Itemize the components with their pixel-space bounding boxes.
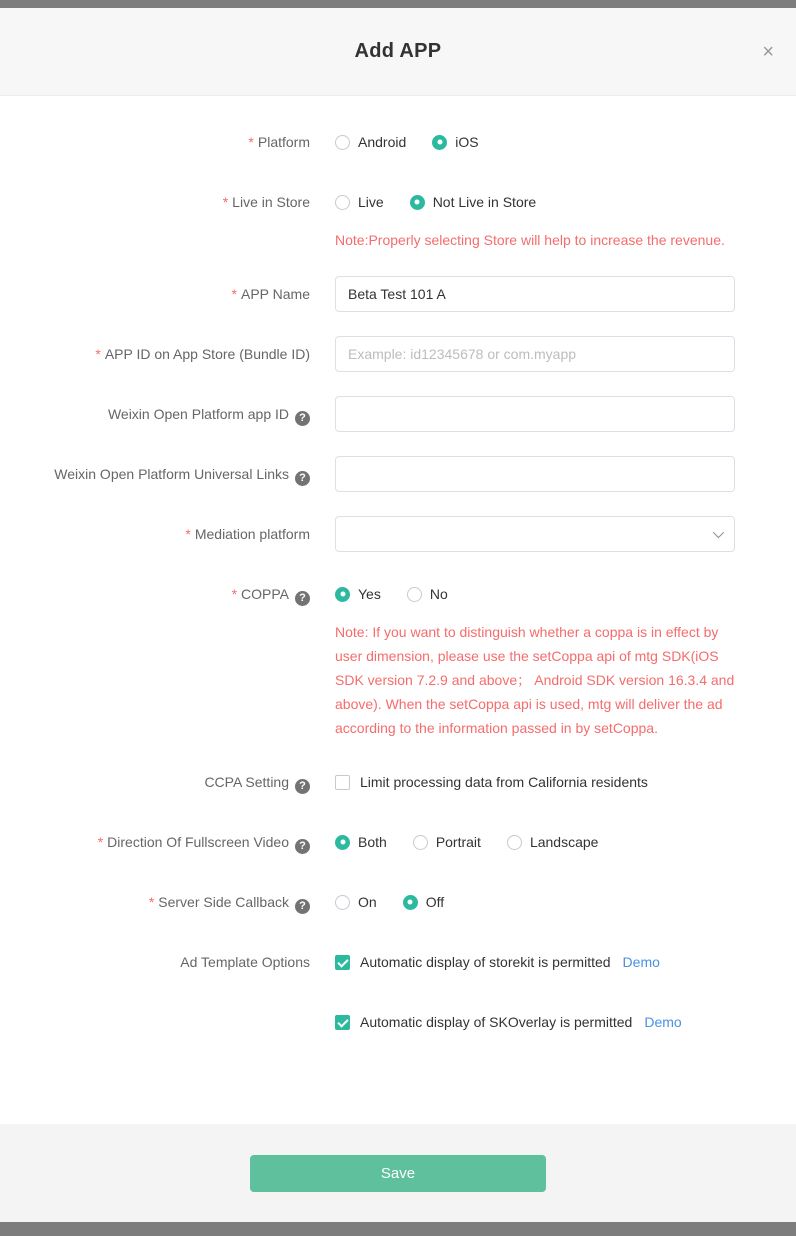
radio-label: Not Live in Store	[432, 194, 537, 210]
radio-icon	[335, 195, 350, 210]
radio-label: Landscape	[529, 834, 599, 850]
app-id-label	[0, 336, 310, 372]
label-text: CCPA Setting	[204, 774, 289, 790]
help-icon[interactable]: ?	[295, 779, 310, 794]
row-ccpa	[0, 764, 796, 800]
radio-label: Android	[358, 134, 407, 150]
weixin-universal-links-input[interactable]	[335, 456, 735, 492]
required-asterisk: *	[231, 586, 238, 602]
row-direction	[0, 824, 796, 860]
checkbox-label: Limit processing data from California residents	[360, 774, 648, 790]
platform-option-ios[interactable]	[432, 134, 478, 150]
radio-label: Yes	[358, 586, 381, 602]
required-asterisk: *	[148, 894, 155, 910]
radio-icon	[507, 835, 522, 850]
label-text: APP ID on App Store (Bundle ID)	[104, 346, 310, 362]
weixin-universal-links-label	[0, 456, 310, 492]
radio-label: Portrait	[435, 834, 481, 850]
required-asterisk: *	[222, 194, 229, 210]
coppa-radio-group	[335, 576, 735, 612]
label-text: Weixin Open Platform Universal Links	[54, 466, 289, 482]
direction-label	[0, 824, 310, 860]
radio-label: On	[358, 894, 377, 910]
live-in-store-note: Note:Properly selecting Store will help to increase the revenue.	[335, 232, 725, 248]
storekit-demo-link[interactable]: Demo	[622, 954, 660, 970]
modal-title: Add APP	[354, 40, 442, 62]
chevron-down-icon	[713, 527, 724, 538]
row-app-id	[0, 336, 796, 372]
platform-radio-group	[335, 124, 735, 160]
row-ad-template-options	[0, 944, 796, 1040]
ad-template-item-skoverlay	[335, 1004, 735, 1040]
radio-icon	[413, 835, 428, 850]
label-text: Weixin Open Platform app ID	[107, 406, 289, 422]
label-text: Server Side Callback	[158, 894, 289, 910]
label-text: APP Name	[241, 286, 310, 302]
ad-template-options-label	[0, 944, 310, 1040]
direction-radio-group	[335, 824, 735, 860]
row-platform	[0, 124, 796, 160]
help-icon[interactable]: ?	[295, 839, 310, 854]
required-asterisk: *	[248, 134, 254, 150]
ad-template-item-storekit	[335, 944, 735, 980]
required-asterisk: *	[185, 526, 191, 542]
help-icon[interactable]: ?	[295, 411, 310, 426]
row-live-in-store	[0, 184, 796, 252]
radio-label: Both	[358, 834, 387, 850]
modal-header	[0, 8, 796, 96]
required-asterisk: *	[97, 834, 104, 850]
server-callback-option-on[interactable]	[335, 894, 377, 910]
checkbox-icon[interactable]	[335, 1015, 350, 1030]
help-icon[interactable]: ?	[295, 471, 310, 486]
row-mediation-platform	[0, 516, 796, 552]
page-background-bottom	[0, 1222, 796, 1236]
label-text: Ad Template Options	[180, 954, 310, 970]
modal-footer	[0, 1124, 796, 1222]
radio-icon	[432, 135, 447, 150]
close-icon[interactable]: ×	[762, 40, 774, 63]
radio-icon	[335, 135, 350, 150]
coppa-note: Note: If you want to distinguish whether a coppa is in effect by user dimension, please use the setCoppa api of mtg SDK(iOS SDK version 7.2.9 and above； Android SDK version 16.3.4 and above). When the setCoppa api is used, mtg will deliver the ad according to the information passed in by setCoppa.	[335, 624, 735, 736]
app-name-label	[0, 276, 310, 312]
label-text: Direction Of Fullscreen Video	[107, 834, 289, 850]
page-background-top	[0, 0, 796, 8]
checkbox-label: Automatic display of storekit is permitted	[360, 954, 611, 970]
server-callback-option-off[interactable]	[403, 894, 444, 910]
row-app-name	[0, 276, 796, 312]
coppa-label	[0, 576, 310, 740]
direction-option-portrait[interactable]	[413, 834, 481, 850]
label-text: Platform	[257, 134, 310, 150]
required-asterisk: *	[95, 346, 101, 362]
label-text: Live in Store	[232, 194, 310, 210]
add-app-form	[0, 96, 796, 1040]
radio-icon	[403, 895, 418, 910]
live-in-store-radio-group	[335, 184, 735, 220]
radio-icon	[335, 895, 350, 910]
radio-label: No	[429, 586, 448, 602]
live-option-not-live[interactable]	[410, 194, 537, 210]
radio-icon	[335, 835, 350, 850]
app-name-input[interactable]	[335, 276, 735, 312]
weixin-app-id-input[interactable]	[335, 396, 735, 432]
radio-label: Off	[425, 894, 445, 910]
coppa-option-no[interactable]	[407, 586, 448, 602]
radio-label: iOS	[455, 134, 479, 150]
save-button[interactable]: Save	[250, 1155, 546, 1192]
label-text: COPPA	[241, 586, 289, 602]
checkbox-label: Automatic display of SKOverlay is permitted	[360, 1014, 633, 1030]
checkbox-icon	[335, 775, 350, 790]
help-icon[interactable]: ?	[295, 591, 310, 606]
direction-option-landscape[interactable]	[507, 834, 599, 850]
mediation-platform-select[interactable]	[335, 516, 735, 552]
radio-icon	[335, 587, 350, 602]
required-asterisk: *	[231, 286, 237, 302]
row-server-callback	[0, 884, 796, 920]
row-coppa	[0, 576, 796, 740]
row-weixin-universal-links	[0, 456, 796, 492]
server-callback-radio-group	[335, 884, 735, 920]
radio-icon	[410, 195, 425, 210]
skoverlay-demo-link[interactable]: Demo	[644, 1014, 682, 1030]
checkbox-icon[interactable]	[335, 955, 350, 970]
radio-label: Live	[358, 194, 384, 210]
radio-icon	[407, 587, 422, 602]
row-weixin-app-id	[0, 396, 796, 432]
live-in-store-label	[0, 184, 310, 252]
direction-option-both[interactable]	[335, 834, 387, 850]
weixin-app-id-label	[0, 396, 310, 432]
ccpa-checkbox-row[interactable]	[335, 764, 735, 800]
ccpa-label	[0, 764, 310, 800]
server-callback-label	[0, 884, 310, 920]
coppa-option-yes[interactable]	[335, 586, 381, 602]
platform-option-android[interactable]	[335, 134, 406, 150]
app-id-input[interactable]	[335, 336, 735, 372]
help-icon[interactable]: ?	[295, 899, 310, 914]
live-option-live[interactable]	[335, 194, 384, 210]
label-text: Mediation platform	[194, 526, 310, 542]
mediation-platform-label	[0, 516, 310, 552]
platform-label	[0, 124, 310, 160]
